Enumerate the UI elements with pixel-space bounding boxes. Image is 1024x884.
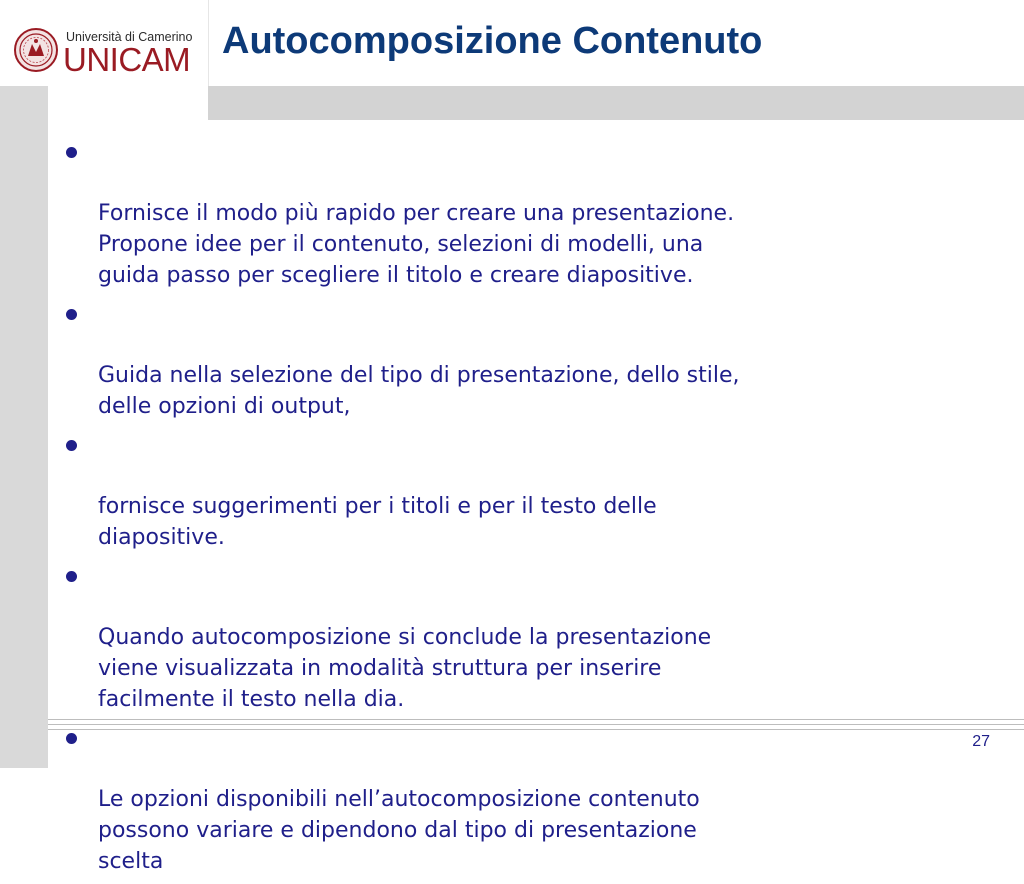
bullet-text: Quando autocomposizione si conclude la presentazione viene visualizzata in modalità struttura per inserire facilmente il testo nella dia. bbox=[98, 625, 712, 712]
footer-divider bbox=[48, 724, 1024, 725]
bullet-text: fornisce suggerimenti per i titoli e per il testo delle diapositive. bbox=[98, 494, 657, 550]
title-underline-band bbox=[208, 86, 1024, 120]
university-label: Università di Camerino bbox=[66, 30, 193, 44]
list-item bbox=[60, 298, 960, 422]
logo-panel bbox=[0, 0, 209, 86]
list-item bbox=[60, 136, 960, 291]
bullet-icon bbox=[66, 309, 77, 320]
university-logo-wordmark: UNICAM bbox=[63, 41, 191, 78]
footer-divider bbox=[48, 729, 1024, 730]
page-number: 27 bbox=[972, 733, 990, 750]
list-item bbox=[60, 429, 960, 553]
list-item bbox=[60, 560, 960, 715]
bullet-text: Le opzioni disponibili nell’autocomposizione contenuto possono variare e dipendono dal tipo di presentazione scelta bbox=[98, 787, 700, 874]
bullet-list bbox=[60, 136, 960, 884]
list-item bbox=[60, 722, 960, 877]
bullet-text: Guida nella selezione del tipo di presentazione, dello stile, delle opzioni di output, bbox=[98, 363, 740, 419]
bullet-text: Fornisce il modo più rapido per creare una presentazione. Propone idee per il contenuto, selezioni di modelli, una guida passo per scegliere il titolo e creare diapositive. bbox=[98, 201, 735, 288]
footer-divider bbox=[48, 719, 1024, 720]
bullet-icon bbox=[66, 440, 77, 451]
university-seal-icon bbox=[14, 28, 58, 72]
bullet-icon bbox=[66, 733, 77, 744]
page-title: Autocomposizione Contenuto bbox=[222, 20, 763, 62]
bullet-icon bbox=[66, 147, 77, 158]
bullet-icon bbox=[66, 571, 77, 582]
left-decorative-band bbox=[0, 0, 48, 768]
